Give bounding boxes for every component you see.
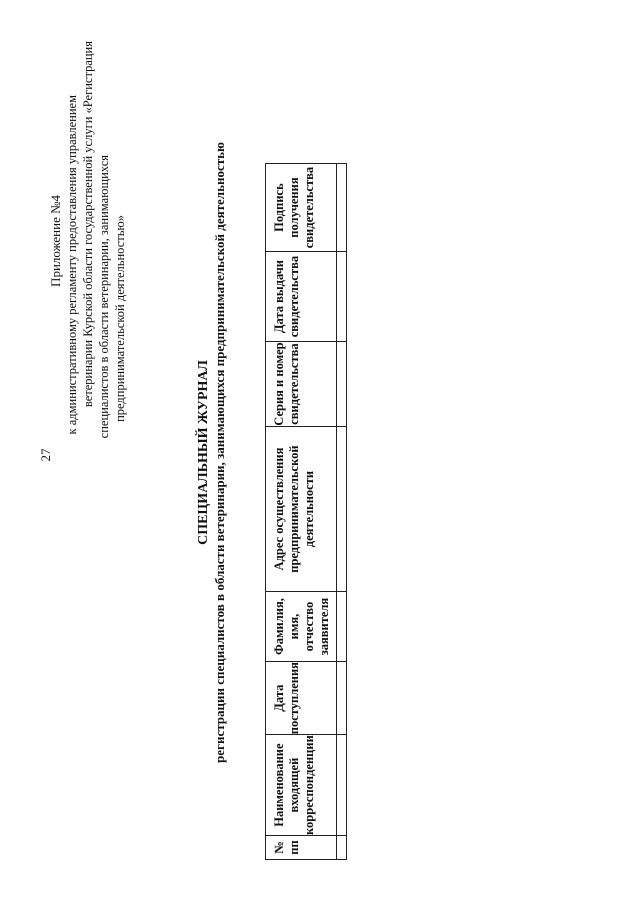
appendix-line-4: специалистов в области ветеринарии, занимающихся (97, 155, 111, 439)
header-incoming-correspondence: Наименование входящей корреспонденции (266, 735, 337, 836)
header-receipt-signature: Подпись получения свидетельства (266, 164, 337, 252)
table-cell (337, 735, 347, 836)
table-row (337, 164, 347, 860)
appendix-line-5: предпринимательской деятельностью» (113, 215, 127, 422)
appendix-line-1: Приложение №4 (48, 195, 63, 287)
header-certificate-number: Серия и номер свидетельства (266, 342, 337, 427)
header-receipt-date: Дата поступления (266, 662, 337, 735)
appendix-line-2: к административному регламенту предоставления управлением (65, 95, 79, 435)
header-business-address: Адрес осуществления предпринимательской деятельности (266, 427, 337, 592)
header-number: № пп (266, 836, 337, 860)
table-cell (337, 164, 347, 252)
table-cell (337, 427, 347, 592)
header-issue-date: Дата выдачи свидетельства (266, 252, 337, 342)
header-applicant-name: Фамилия, имя, отчество заявителя (266, 592, 337, 662)
table-cell (337, 836, 347, 860)
table-cell (337, 252, 347, 342)
appendix-line-3: ветеринарии Курской области государственной услуги «Регистрация (81, 41, 95, 408)
table-cell (337, 342, 347, 427)
table-header-row (266, 164, 337, 860)
table-cell (337, 592, 347, 662)
appendix-header (48, 35, 128, 815)
journal-subtitle: регистрации специалистов в области ветеринарии, занимающихся предпринимательской деятельностью (212, 142, 227, 763)
page-number: 27 (38, 448, 53, 462)
journal-table (265, 163, 347, 860)
journal-title: СПЕЦИАЛЬНЫЙ ЖУРНАЛ (196, 360, 211, 545)
table-cell (337, 662, 347, 735)
